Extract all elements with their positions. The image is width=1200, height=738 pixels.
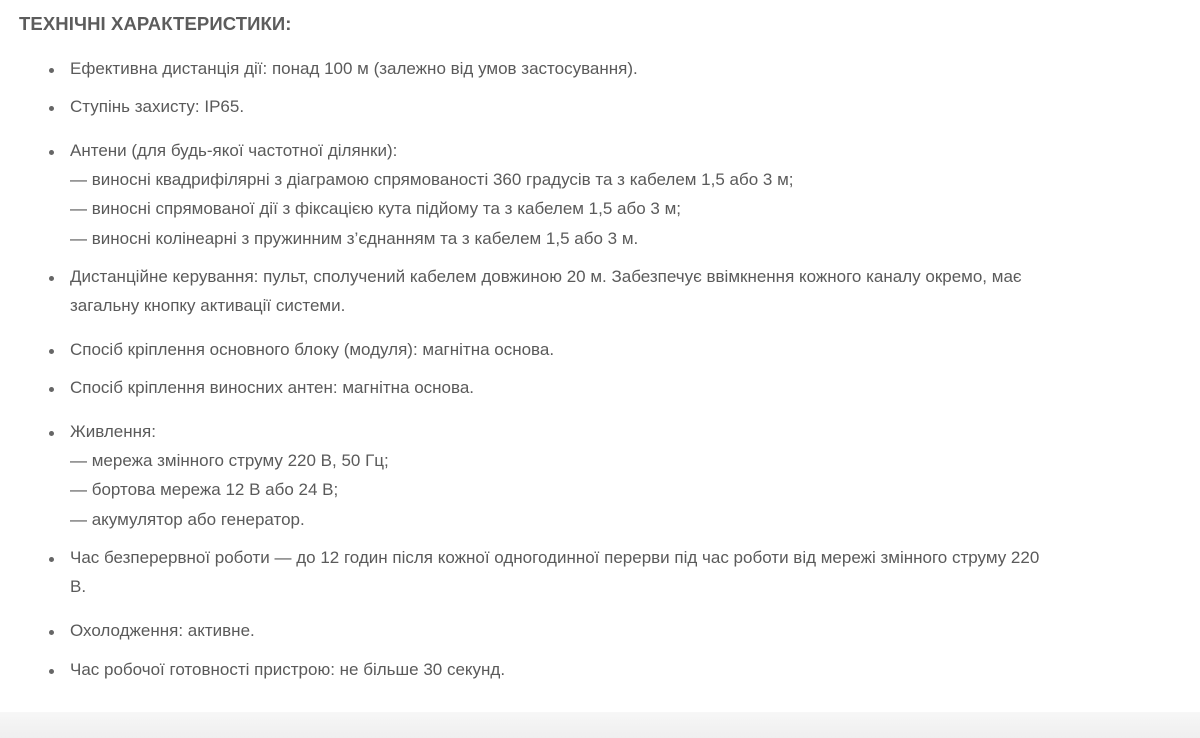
spec-item-text: Живлення: [70, 422, 156, 441]
spec-item-text: Ефективна дистанція дії: понад 100 м (залежно від умов застосування). [70, 59, 638, 78]
spec-item-subline: В. [70, 577, 87, 597]
bullet-icon [49, 557, 54, 562]
bullet-icon [49, 106, 54, 111]
bullet-icon [49, 276, 54, 281]
spec-item-subline: — мережа змінного струму 220 В, 50 Гц; [70, 451, 389, 471]
spec-item-text: Ступінь захисту: IP65. [70, 97, 245, 116]
spec-item-subline: — бортова мережа 12 В або 24 В; [70, 480, 339, 500]
bullet-icon [49, 349, 54, 354]
spec-item-subline: — виносні спрямованої дії з фіксацією кута підйому та з кабелем 1,5 або 3 м; [70, 199, 681, 219]
bullet-icon [49, 669, 54, 674]
spec-item-text: Час безперервної роботи — до 12 годин після кожної одногодинної перерви під час роботи від мережі змінного струму 220 [70, 548, 1040, 567]
spec-item-text: Антени (для будь-якої частотної ділянки): [70, 141, 398, 160]
spec-item-text: Спосіб кріплення основного блоку (модуля): магнітна основа. [70, 340, 555, 359]
bullet-icon [49, 630, 54, 635]
bullet-icon [49, 431, 54, 436]
bullet-icon [49, 68, 54, 73]
spec-item-text: Охолодження: активне. [70, 621, 255, 640]
bullet-icon [49, 150, 54, 155]
page-bottom-band [0, 712, 1200, 738]
section-heading: ТЕХНІЧНІ ХАРАКТЕРИСТИКИ: [19, 13, 292, 34]
spec-item-text: Дистанційне керування: пульт, сполучений кабелем довжиною 20 м. Забезпечує ввімкнення кожного каналу окремо, має [70, 267, 1022, 286]
spec-item-subline: — акумулятор або генератор. [70, 509, 305, 529]
spec-item-text: Спосіб кріплення виносних антен: магнітна основа. [70, 378, 475, 397]
spec-item-subline: загальну кнопку активації системи. [70, 296, 346, 316]
spec-item-text: Час робочої готовності пристрою: не більше 30 секунд. [70, 660, 506, 679]
bullet-icon [49, 387, 54, 392]
spec-item-subline: — виносні квадрифілярні з діаграмою спрямованості 360 градусів та з кабелем 1,5 або 3 м; [70, 170, 794, 190]
spec-item-subline: — виносні колінеарні з пружинним з’єднанням та з кабелем 1,5 або 3 м. [70, 228, 639, 248]
